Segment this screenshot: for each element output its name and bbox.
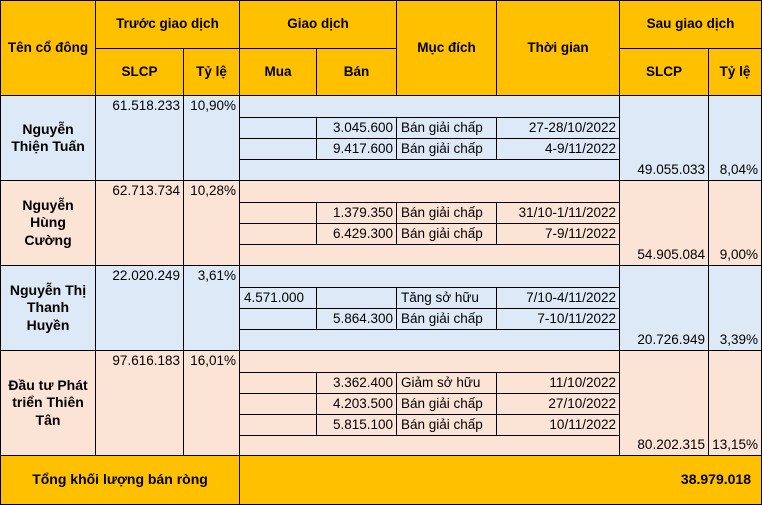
tx-sell: 9.417.600 — [316, 138, 397, 160]
tx-purpose: Bán giải chấp — [396, 202, 497, 224]
tx-sell: 6.429.300 — [316, 223, 397, 245]
transaction-spacer — [239, 329, 620, 351]
after-ratio: 9,00% — [708, 180, 762, 266]
tx-buy — [239, 372, 317, 394]
tx-purpose: Bán giải chấp — [396, 138, 497, 160]
tx-time: 11/10/2022 — [496, 372, 620, 394]
tx-time: 4-9/11/2022 — [496, 138, 620, 160]
tx-time: 10/11/2022 — [496, 414, 620, 436]
tx-sell: 4.203.500 — [316, 393, 397, 415]
transaction-spacer — [239, 435, 620, 456]
header-after-ratio: Tỷ lệ — [708, 48, 762, 96]
tx-sell: 5.864.300 — [316, 308, 397, 330]
tx-time: 27/10/2022 — [496, 393, 620, 415]
tx-sell: 5.815.100 — [316, 414, 397, 436]
tx-time: 7/10-4/11/2022 — [496, 287, 620, 309]
before-slcp: 61.518.233 — [95, 95, 184, 181]
shareholder-name: Nguyễn Thị Thanh Huyền — [0, 265, 96, 351]
tx-buy — [239, 117, 317, 139]
header-after-slcp: SLCP — [619, 48, 709, 96]
header-time: Thời gian — [496, 0, 620, 96]
after-ratio: 3,39% — [708, 265, 762, 351]
header-buy: Mua — [239, 48, 317, 96]
transaction-spacer — [239, 180, 620, 203]
tx-time: 31/10-1/11/2022 — [496, 202, 620, 224]
header-sell: Bán — [316, 48, 397, 96]
transaction-spacer — [239, 159, 620, 181]
transaction-spacer — [239, 350, 620, 373]
before-ratio: 10,28% — [183, 180, 240, 266]
tx-purpose: Giảm sở hữu — [396, 372, 497, 394]
header-shareholder: Tên cổ đông — [0, 0, 96, 96]
before-slcp: 62.713.734 — [95, 180, 184, 266]
after-slcp: 80.202.315 — [619, 350, 709, 456]
tx-purpose: Bán giải chấp — [396, 223, 497, 245]
tx-purpose: Bán giải chấp — [396, 117, 497, 139]
tx-purpose: Bán giải chấp — [396, 308, 497, 330]
tx-time: 27-28/10/2022 — [496, 117, 620, 139]
after-slcp: 54.905.084 — [619, 180, 709, 266]
tx-purpose: Tăng sở hữu — [396, 287, 497, 309]
tx-buy — [239, 202, 317, 224]
tx-sell: 3.362.400 — [316, 372, 397, 394]
after-slcp: 20.726.949 — [619, 265, 709, 351]
tx-time: 7-10/11/2022 — [496, 308, 620, 330]
before-ratio: 3,61% — [183, 265, 240, 351]
tx-buy: 4.571.000 — [239, 287, 317, 309]
tx-buy — [239, 138, 317, 160]
total-label: Tổng khối lượng bán ròng — [0, 455, 240, 505]
before-slcp: 22.020.249 — [95, 265, 184, 351]
header-after: Sau giao dịch — [619, 0, 762, 49]
tx-sell: 1.379.350 — [316, 202, 397, 224]
before-ratio: 10,90% — [183, 95, 240, 181]
before-ratio: 16,01% — [183, 350, 240, 456]
header-purpose: Mục đích — [396, 0, 497, 96]
tx-sell — [316, 287, 397, 309]
transaction-spacer — [239, 265, 620, 288]
tx-buy — [239, 414, 317, 436]
tx-buy — [239, 393, 317, 415]
after-ratio: 13,15% — [708, 350, 762, 456]
tx-time: 7-9/11/2022 — [496, 223, 620, 245]
total-value: 38.979.018 — [239, 455, 762, 505]
tx-sell: 3.045.600 — [316, 117, 397, 139]
tx-purpose: Bán giải chấp — [396, 393, 497, 415]
tx-buy — [239, 308, 317, 330]
tx-purpose: Bán giải chấp — [396, 414, 497, 436]
shareholder-name: Đầu tư Phát triển Thiên Tân — [0, 350, 96, 456]
header-before: Trước giao dịch — [95, 0, 240, 49]
shareholder-name: Nguyễn Thiện Tuấn — [0, 95, 96, 181]
transaction-spacer — [239, 95, 620, 118]
header-before-ratio: Tỷ lệ — [183, 48, 240, 96]
header-before-slcp: SLCP — [95, 48, 184, 96]
header-transaction: Giao dịch — [239, 0, 397, 49]
after-ratio: 8,04% — [708, 95, 762, 181]
before-slcp: 97.616.183 — [95, 350, 184, 456]
shareholder-name: Nguyễn Hùng Cường — [0, 180, 96, 266]
after-slcp: 49.055.033 — [619, 95, 709, 181]
transaction-spacer — [239, 244, 620, 266]
tx-buy — [239, 223, 317, 245]
